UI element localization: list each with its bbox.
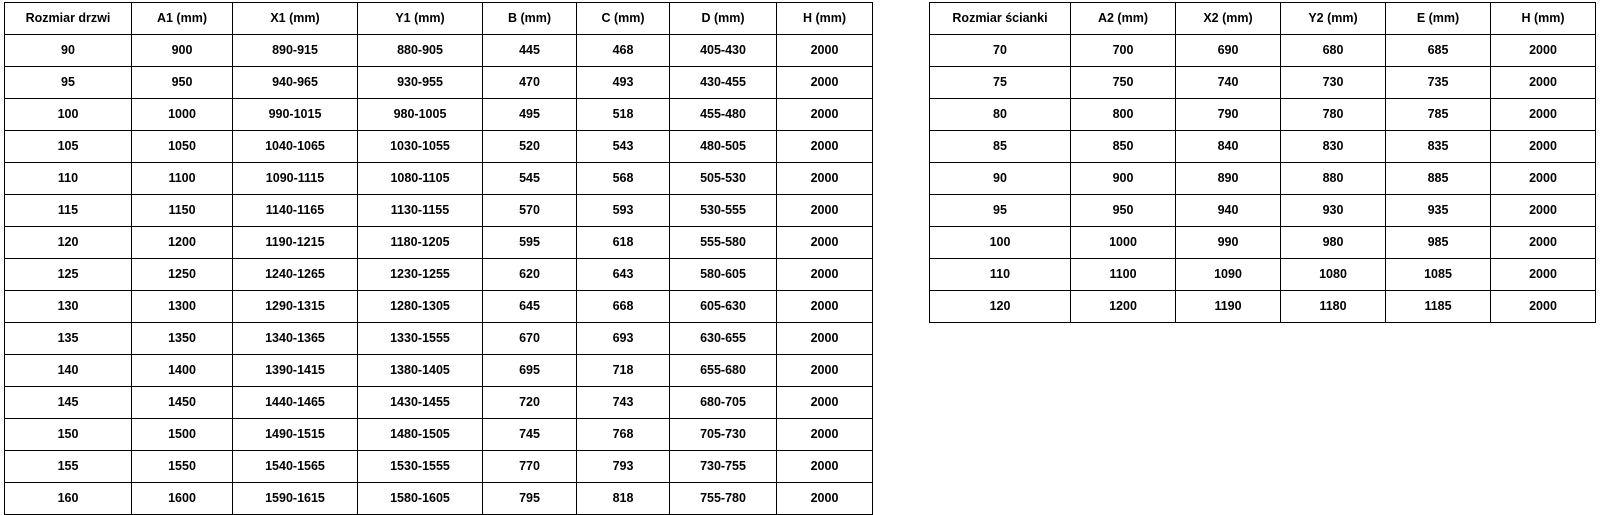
cell: 2000 bbox=[777, 387, 873, 419]
cell: 685 bbox=[1386, 35, 1491, 67]
cell: 750 bbox=[1071, 67, 1176, 99]
cell: 430-455 bbox=[670, 67, 777, 99]
cell: 2000 bbox=[1491, 163, 1596, 195]
cell: 1380-1405 bbox=[358, 355, 483, 387]
cell: 755-780 bbox=[670, 483, 777, 515]
cell: 735 bbox=[1386, 67, 1491, 99]
cell: 1400 bbox=[132, 355, 233, 387]
table-row bbox=[5, 291, 873, 323]
cell: 1185 bbox=[1386, 291, 1491, 323]
cell: 768 bbox=[577, 419, 670, 451]
column-header-rozmiar-scianki: Rozmiar ścianki bbox=[930, 3, 1071, 35]
cell: 70 bbox=[930, 35, 1071, 67]
column-header-a1: A1 (mm) bbox=[132, 3, 233, 35]
cell: 80 bbox=[930, 99, 1071, 131]
column-header-y1: Y1 (mm) bbox=[358, 3, 483, 35]
cell: 2000 bbox=[1491, 35, 1596, 67]
cell: 2000 bbox=[777, 131, 873, 163]
cell: 885 bbox=[1386, 163, 1491, 195]
column-header-a2: A2 (mm) bbox=[1071, 3, 1176, 35]
cell: 95 bbox=[5, 67, 132, 99]
cell: 730-755 bbox=[670, 451, 777, 483]
column-header-c: C (mm) bbox=[577, 3, 670, 35]
cell: 1350 bbox=[132, 323, 233, 355]
cell: 2000 bbox=[777, 227, 873, 259]
cell: 985 bbox=[1386, 227, 1491, 259]
cell: 555-580 bbox=[670, 227, 777, 259]
cell: 1600 bbox=[132, 483, 233, 515]
cell: 1300 bbox=[132, 291, 233, 323]
cell: 1240-1265 bbox=[233, 259, 358, 291]
cell: 770 bbox=[483, 451, 577, 483]
cell: 1250 bbox=[132, 259, 233, 291]
cell: 445 bbox=[483, 35, 577, 67]
cell: 1580-1605 bbox=[358, 483, 483, 515]
cell: 1390-1415 bbox=[233, 355, 358, 387]
cell: 2000 bbox=[1491, 195, 1596, 227]
table-row bbox=[930, 195, 1596, 227]
cell: 130 bbox=[5, 291, 132, 323]
cell: 940-965 bbox=[233, 67, 358, 99]
cell: 1180 bbox=[1281, 291, 1386, 323]
doors-table-header bbox=[5, 3, 873, 35]
cell: 643 bbox=[577, 259, 670, 291]
cell: 880-905 bbox=[358, 35, 483, 67]
cell: 1150 bbox=[132, 195, 233, 227]
cell: 2000 bbox=[777, 451, 873, 483]
cell: 630-655 bbox=[670, 323, 777, 355]
cell: 95 bbox=[930, 195, 1071, 227]
cell: 950 bbox=[1071, 195, 1176, 227]
cell: 670 bbox=[483, 323, 577, 355]
cell: 830 bbox=[1281, 131, 1386, 163]
cell: 2000 bbox=[777, 323, 873, 355]
cell: 1450 bbox=[132, 387, 233, 419]
table-row bbox=[5, 227, 873, 259]
cell: 2000 bbox=[777, 99, 873, 131]
cell: 455-480 bbox=[670, 99, 777, 131]
cell: 120 bbox=[5, 227, 132, 259]
cell: 840 bbox=[1176, 131, 1281, 163]
cell: 90 bbox=[5, 35, 132, 67]
cell: 800 bbox=[1071, 99, 1176, 131]
cell: 2000 bbox=[777, 67, 873, 99]
cell: 145 bbox=[5, 387, 132, 419]
table-row bbox=[5, 131, 873, 163]
column-header-e: E (mm) bbox=[1386, 3, 1491, 35]
walls-table-body bbox=[930, 35, 1596, 323]
table-row bbox=[5, 67, 873, 99]
cell: 115 bbox=[5, 195, 132, 227]
table-row bbox=[5, 195, 873, 227]
cell: 160 bbox=[5, 483, 132, 515]
cell: 1180-1205 bbox=[358, 227, 483, 259]
cell: 1090-1115 bbox=[233, 163, 358, 195]
cell: 618 bbox=[577, 227, 670, 259]
column-header-x1: X1 (mm) bbox=[233, 3, 358, 35]
cell: 470 bbox=[483, 67, 577, 99]
cell: 835 bbox=[1386, 131, 1491, 163]
table-row bbox=[930, 99, 1596, 131]
cell: 100 bbox=[5, 99, 132, 131]
cell: 780 bbox=[1281, 99, 1386, 131]
cell: 940 bbox=[1176, 195, 1281, 227]
cell: 1500 bbox=[132, 419, 233, 451]
cell: 2000 bbox=[777, 163, 873, 195]
cell: 125 bbox=[5, 259, 132, 291]
cell: 2000 bbox=[777, 291, 873, 323]
cell: 740 bbox=[1176, 67, 1281, 99]
table-row bbox=[930, 131, 1596, 163]
cell: 1100 bbox=[132, 163, 233, 195]
cell: 1200 bbox=[132, 227, 233, 259]
column-header-b: B (mm) bbox=[483, 3, 577, 35]
cell: 2000 bbox=[1491, 131, 1596, 163]
cell: 1080-1105 bbox=[358, 163, 483, 195]
cell: 2000 bbox=[777, 355, 873, 387]
cell: 900 bbox=[1071, 163, 1176, 195]
cell: 1085 bbox=[1386, 259, 1491, 291]
cell: 950 bbox=[132, 67, 233, 99]
cell: 580-605 bbox=[670, 259, 777, 291]
cell: 2000 bbox=[777, 483, 873, 515]
cell: 1100 bbox=[1071, 259, 1176, 291]
table-row bbox=[5, 163, 873, 195]
cell: 1190-1215 bbox=[233, 227, 358, 259]
cell: 493 bbox=[577, 67, 670, 99]
cell: 930-955 bbox=[358, 67, 483, 99]
table-row bbox=[5, 259, 873, 291]
cell: 1030-1055 bbox=[358, 131, 483, 163]
column-header-h: H (mm) bbox=[777, 3, 873, 35]
cell: 110 bbox=[930, 259, 1071, 291]
cell: 90 bbox=[930, 163, 1071, 195]
cell: 1530-1555 bbox=[358, 451, 483, 483]
table-row bbox=[5, 323, 873, 355]
cell: 1550 bbox=[132, 451, 233, 483]
cell: 730 bbox=[1281, 67, 1386, 99]
table-row bbox=[5, 483, 873, 515]
cell: 935 bbox=[1386, 195, 1491, 227]
cell: 695 bbox=[483, 355, 577, 387]
cell: 2000 bbox=[777, 419, 873, 451]
table-row bbox=[930, 227, 1596, 259]
cell: 1430-1455 bbox=[358, 387, 483, 419]
cell: 705-730 bbox=[670, 419, 777, 451]
table-row bbox=[930, 67, 1596, 99]
cell: 1280-1305 bbox=[358, 291, 483, 323]
column-header-rozmiar-drzwi: Rozmiar drzwi bbox=[5, 3, 132, 35]
cell: 880 bbox=[1281, 163, 1386, 195]
column-header-y2: Y2 (mm) bbox=[1281, 3, 1386, 35]
cell: 1290-1315 bbox=[233, 291, 358, 323]
column-header-x2: X2 (mm) bbox=[1176, 3, 1281, 35]
cell: 680 bbox=[1281, 35, 1386, 67]
cell: 890-915 bbox=[233, 35, 358, 67]
cell: 505-530 bbox=[670, 163, 777, 195]
table-header-row bbox=[5, 3, 873, 35]
cell: 1040-1065 bbox=[233, 131, 358, 163]
table-row bbox=[5, 355, 873, 387]
cell: 1340-1365 bbox=[233, 323, 358, 355]
cell: 668 bbox=[577, 291, 670, 323]
cell: 110 bbox=[5, 163, 132, 195]
doors-dimensions-table bbox=[4, 2, 873, 515]
cell: 545 bbox=[483, 163, 577, 195]
cell: 150 bbox=[5, 419, 132, 451]
cell: 468 bbox=[577, 35, 670, 67]
cell: 980 bbox=[1281, 227, 1386, 259]
cell: 795 bbox=[483, 483, 577, 515]
cell: 105 bbox=[5, 131, 132, 163]
cell: 850 bbox=[1071, 131, 1176, 163]
table-row bbox=[5, 387, 873, 419]
cell: 690 bbox=[1176, 35, 1281, 67]
cell: 2000 bbox=[1491, 259, 1596, 291]
cell: 1190 bbox=[1176, 291, 1281, 323]
cell: 1080 bbox=[1281, 259, 1386, 291]
cell: 595 bbox=[483, 227, 577, 259]
cell: 480-505 bbox=[670, 131, 777, 163]
table-header-row bbox=[930, 3, 1596, 35]
cell: 2000 bbox=[1491, 227, 1596, 259]
cell: 720 bbox=[483, 387, 577, 419]
cell: 785 bbox=[1386, 99, 1491, 131]
cell: 2000 bbox=[777, 35, 873, 67]
cell: 1140-1165 bbox=[233, 195, 358, 227]
cell: 655-680 bbox=[670, 355, 777, 387]
table-row bbox=[930, 291, 1596, 323]
cell: 1050 bbox=[132, 131, 233, 163]
cell: 980-1005 bbox=[358, 99, 483, 131]
table-row bbox=[5, 451, 873, 483]
cell: 2000 bbox=[1491, 291, 1596, 323]
table-row bbox=[5, 35, 873, 67]
cell: 75 bbox=[930, 67, 1071, 99]
cell: 793 bbox=[577, 451, 670, 483]
cell: 568 bbox=[577, 163, 670, 195]
cell: 1330-1555 bbox=[358, 323, 483, 355]
doors-table-body bbox=[5, 35, 873, 515]
column-header-h: H (mm) bbox=[1491, 3, 1596, 35]
walls-dimensions-table bbox=[929, 2, 1596, 323]
cell: 570 bbox=[483, 195, 577, 227]
cell: 495 bbox=[483, 99, 577, 131]
cell: 120 bbox=[930, 291, 1071, 323]
column-header-d: D (mm) bbox=[670, 3, 777, 35]
cell: 1540-1565 bbox=[233, 451, 358, 483]
cell: 2000 bbox=[777, 259, 873, 291]
cell: 2000 bbox=[777, 195, 873, 227]
cell: 100 bbox=[930, 227, 1071, 259]
cell: 890 bbox=[1176, 163, 1281, 195]
cell: 645 bbox=[483, 291, 577, 323]
cell: 990 bbox=[1176, 227, 1281, 259]
cell: 900 bbox=[132, 35, 233, 67]
cell: 85 bbox=[930, 131, 1071, 163]
cell: 1000 bbox=[132, 99, 233, 131]
cell: 1490-1515 bbox=[233, 419, 358, 451]
cell: 135 bbox=[5, 323, 132, 355]
cell: 520 bbox=[483, 131, 577, 163]
walls-table-container bbox=[929, 2, 1596, 323]
doors-table-container bbox=[4, 2, 873, 515]
cell: 605-630 bbox=[670, 291, 777, 323]
cell: 543 bbox=[577, 131, 670, 163]
cell: 1130-1155 bbox=[358, 195, 483, 227]
cell: 1000 bbox=[1071, 227, 1176, 259]
cell: 818 bbox=[577, 483, 670, 515]
cell: 518 bbox=[577, 99, 670, 131]
cell: 2000 bbox=[1491, 99, 1596, 131]
cell: 620 bbox=[483, 259, 577, 291]
table-row bbox=[930, 35, 1596, 67]
cell: 790 bbox=[1176, 99, 1281, 131]
cell: 155 bbox=[5, 451, 132, 483]
cell: 1230-1255 bbox=[358, 259, 483, 291]
cell: 1590-1615 bbox=[233, 483, 358, 515]
table-row bbox=[930, 163, 1596, 195]
cell: 1090 bbox=[1176, 259, 1281, 291]
cell: 930 bbox=[1281, 195, 1386, 227]
cell: 140 bbox=[5, 355, 132, 387]
walls-table-header bbox=[930, 3, 1596, 35]
table-row bbox=[5, 419, 873, 451]
cell: 530-555 bbox=[670, 195, 777, 227]
cell: 990-1015 bbox=[233, 99, 358, 131]
cell: 2000 bbox=[1491, 67, 1596, 99]
cell: 700 bbox=[1071, 35, 1176, 67]
cell: 405-430 bbox=[670, 35, 777, 67]
table-row bbox=[930, 259, 1596, 291]
cell: 593 bbox=[577, 195, 670, 227]
cell: 745 bbox=[483, 419, 577, 451]
cell: 1440-1465 bbox=[233, 387, 358, 419]
cell: 693 bbox=[577, 323, 670, 355]
cell: 680-705 bbox=[670, 387, 777, 419]
table-row bbox=[5, 99, 873, 131]
cell: 718 bbox=[577, 355, 670, 387]
cell: 743 bbox=[577, 387, 670, 419]
cell: 1200 bbox=[1071, 291, 1176, 323]
cell: 1480-1505 bbox=[358, 419, 483, 451]
